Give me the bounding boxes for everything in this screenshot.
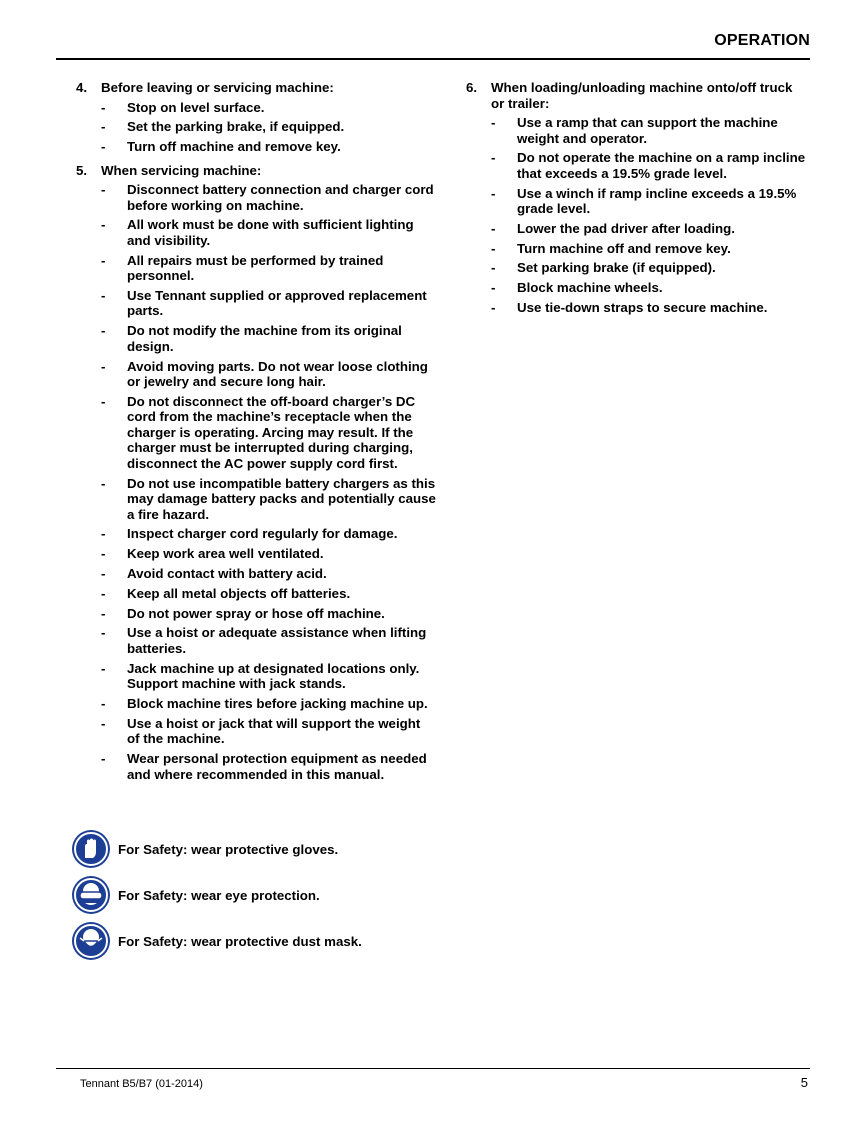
list-item-text: Use a hoist or adequate assistance when lifting batteries. bbox=[127, 625, 427, 656]
bullet-list bbox=[76, 182, 436, 782]
bullet-dash: - bbox=[101, 393, 106, 409]
bullet-dash: - bbox=[101, 546, 106, 562]
bullet-dash: - bbox=[101, 566, 106, 582]
gloves-icon bbox=[72, 830, 110, 868]
safety-eye-row bbox=[72, 876, 320, 914]
list-item bbox=[76, 625, 436, 656]
list-item bbox=[466, 300, 806, 316]
bullet-dash: - bbox=[101, 526, 106, 542]
list-item bbox=[76, 566, 436, 582]
bullet-dash: - bbox=[101, 119, 106, 135]
bullet-dash: - bbox=[101, 287, 106, 303]
list-item bbox=[76, 323, 436, 354]
list-item bbox=[466, 186, 806, 217]
list-item bbox=[76, 606, 436, 622]
list-item bbox=[466, 260, 806, 276]
list-item bbox=[76, 476, 436, 523]
bullet-list bbox=[466, 115, 806, 316]
list-item-text: Use a winch if ramp incline exceeds a 19.5% grade level. bbox=[517, 185, 797, 217]
bullet-dash: - bbox=[101, 625, 106, 641]
right-column bbox=[466, 80, 806, 324]
safety-mask-text: For Safety: wear protective dust mask. bbox=[118, 933, 362, 949]
header-rule bbox=[56, 58, 810, 60]
section-number: 4. bbox=[76, 80, 88, 95]
bullet-dash: - bbox=[491, 185, 496, 201]
list-item bbox=[466, 115, 806, 146]
dust-mask-icon bbox=[72, 922, 110, 960]
list-item bbox=[76, 182, 436, 213]
list-item bbox=[76, 359, 436, 390]
bullet-dash: - bbox=[491, 300, 496, 316]
safety-gloves-row bbox=[72, 830, 338, 868]
safety-eye-text: For Safety: wear eye protection. bbox=[118, 887, 320, 903]
list-item-text: Turn off machine and remove key. bbox=[127, 139, 341, 155]
bullet-dash: - bbox=[101, 660, 106, 676]
bullet-dash: - bbox=[101, 475, 106, 491]
list-item bbox=[76, 586, 436, 602]
list-item-text: All work must be done with sufficient lighting and visibility. bbox=[127, 217, 414, 248]
section-heading bbox=[76, 80, 436, 96]
list-item-text: Avoid contact with battery acid. bbox=[127, 566, 327, 582]
list-item bbox=[76, 696, 436, 712]
list-item-text: All repairs must be performed by trained personnel. bbox=[127, 252, 384, 284]
list-item-text: Block machine tires before jacking machine up. bbox=[127, 696, 428, 712]
list-item bbox=[76, 394, 436, 472]
section bbox=[76, 163, 436, 783]
section-number: 5. bbox=[76, 162, 88, 178]
section bbox=[76, 80, 436, 155]
list-item-text: Use tie-down straps to secure machine. bbox=[517, 300, 768, 316]
bullet-list bbox=[76, 100, 436, 155]
list-item-text: Do not operate the machine on a ramp incline that exceeds a 19.5% grade level. bbox=[517, 150, 806, 181]
list-item bbox=[76, 716, 436, 747]
list-item-text: Use a hoist or jack that will support the weight of the machine. bbox=[127, 715, 421, 747]
list-item-text: Do not power spray or hose off machine. bbox=[127, 605, 385, 621]
page-header-title: OPERATION bbox=[714, 32, 810, 49]
list-item bbox=[466, 150, 806, 181]
list-item-text: Jack machine up at designated locations only. Support machine with jack stands. bbox=[127, 660, 420, 692]
section-heading bbox=[466, 80, 806, 111]
bullet-dash: - bbox=[101, 139, 106, 155]
section-title: Before leaving or servicing machine: bbox=[101, 80, 334, 95]
section-heading bbox=[76, 163, 436, 179]
bullet-dash: - bbox=[491, 150, 496, 166]
list-item-text: Avoid moving parts. Do not wear loose clothing or jewelry and secure long hair. bbox=[127, 358, 428, 390]
list-item bbox=[76, 661, 436, 692]
list-item bbox=[466, 221, 806, 237]
list-item bbox=[76, 253, 436, 284]
list-item bbox=[76, 100, 436, 116]
bullet-dash: - bbox=[101, 585, 106, 601]
list-item-text: Use Tennant supplied or approved replacement parts. bbox=[127, 287, 427, 319]
list-item-text: Set parking brake (if equipped). bbox=[517, 260, 716, 276]
list-item-text: Keep work area well ventilated. bbox=[127, 546, 324, 562]
bullet-dash: - bbox=[101, 715, 106, 731]
list-item-text: Do not disconnect the off-board charger’s DC cord from the machine’s receptacle when the charger is operating. Arcing may result. If the charger must be interrupted during charging, disconnect the AC power supply cord first. bbox=[127, 393, 416, 471]
list-item-text: Stop on level surface. bbox=[127, 99, 265, 115]
bullet-dash: - bbox=[101, 605, 106, 621]
list-item-text: Do not modify the machine from its original design. bbox=[127, 323, 402, 354]
bullet-dash: - bbox=[101, 696, 106, 712]
section-title: When loading/unloading machine onto/off truck or trailer: bbox=[491, 80, 793, 111]
list-item-text: Lower the pad driver after loading. bbox=[517, 220, 735, 236]
left-column bbox=[76, 80, 436, 790]
list-item bbox=[76, 139, 436, 155]
section-number: 6. bbox=[466, 80, 478, 95]
bullet-dash: - bbox=[491, 260, 496, 276]
bullet-dash: - bbox=[101, 751, 106, 767]
list-item bbox=[466, 241, 806, 257]
bullet-dash: - bbox=[101, 217, 106, 233]
footer-document-id: Tennant B5/B7 (01-2014) bbox=[80, 1078, 203, 1090]
list-item bbox=[76, 546, 436, 562]
list-item-text: Turn machine off and remove key. bbox=[517, 240, 731, 256]
bullet-dash: - bbox=[101, 323, 106, 339]
eye-protection-icon bbox=[72, 876, 110, 914]
bullet-dash: - bbox=[491, 240, 496, 256]
section-title: When servicing machine: bbox=[101, 162, 262, 178]
list-item-text: Set the parking brake, if equipped. bbox=[127, 119, 345, 135]
bullet-dash: - bbox=[101, 252, 106, 268]
section bbox=[466, 80, 806, 316]
bullet-dash: - bbox=[101, 358, 106, 374]
list-item-text: Wear personal protection equipment as needed and where recommended in this manual. bbox=[127, 751, 427, 782]
list-item bbox=[76, 526, 436, 542]
safety-gloves-text: For Safety: wear protective gloves. bbox=[118, 841, 339, 857]
list-item bbox=[466, 280, 806, 296]
list-item-text: Inspect charger cord regularly for damage. bbox=[127, 526, 398, 542]
list-item bbox=[76, 751, 436, 782]
list-item-text: Disconnect battery connection and charger cord before working on machine. bbox=[127, 182, 434, 213]
list-item bbox=[76, 288, 436, 319]
list-item-text: Do not use incompatible battery chargers as this may damage battery packs and potentially cause a fire hazard. bbox=[127, 475, 436, 522]
list-item bbox=[76, 217, 436, 248]
footer-rule bbox=[56, 1068, 810, 1069]
list-item bbox=[76, 119, 436, 135]
page-number: 5 bbox=[800, 1075, 808, 1090]
safety-mask-row bbox=[72, 922, 362, 960]
bullet-dash: - bbox=[491, 220, 496, 236]
bullet-dash: - bbox=[491, 280, 496, 296]
bullet-dash: - bbox=[101, 99, 106, 115]
list-item-text: Block machine wheels. bbox=[517, 280, 663, 296]
list-item-text: Use a ramp that can support the machine weight and operator. bbox=[517, 115, 778, 146]
list-item-text: Keep all metal objects off batteries. bbox=[127, 585, 351, 601]
bullet-dash: - bbox=[491, 115, 496, 130]
bullet-dash: - bbox=[101, 182, 106, 198]
